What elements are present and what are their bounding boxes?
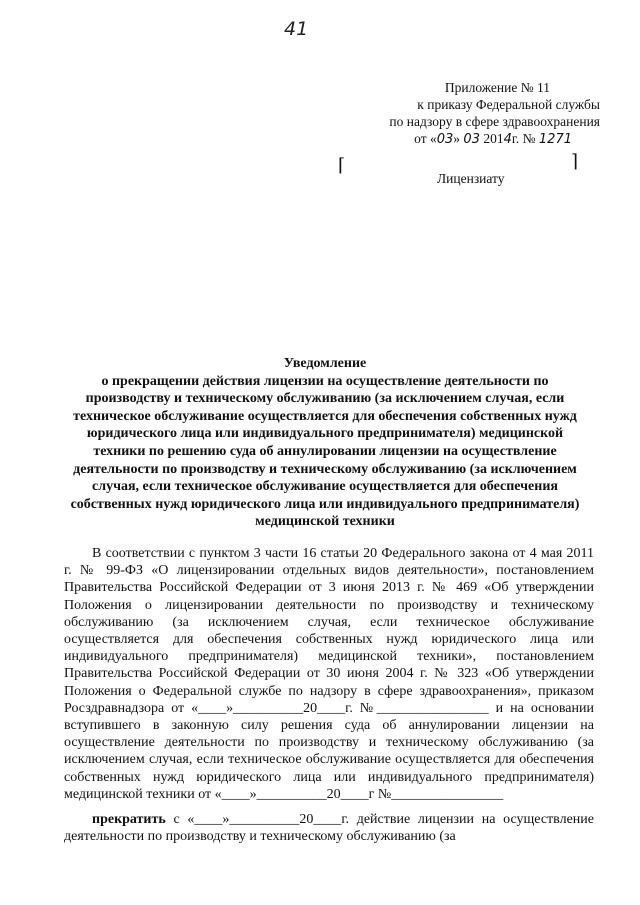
action-word: прекратить [92,812,166,828]
date-g: г. № [511,131,539,146]
address-bracket-right: ⌉ [571,151,579,171]
body-paragraph-basis: В соответствии с пунктом 3 части 16 статьи 20 Федерального закона от 4 мая 2011 г. № 99-ФЗ «О лицензировании отдельных видов деятельности», постановлением Правительства Российской Федерации от 3 июня 2013 г. № 469 «Об утверждении Положения о лицензировании деятельности по производству и техническому обслуживанию (за исключением случая, если техническое обслуживание осуществляется для обеспечения собственных нужд юридического лица или индивидуального предпринимателя) медицинской техники», постановлением Правительства Российской Федерации от 30 июня 2004 г. № 323 «Об утверждении Положения о Федеральной службе по надзору в сфере здравоохранения», приказом Росздравнадзора от «____»__________20____г. №________________ и на основании вступившего в законную силу решения суда об аннулировании лицензии на осуществление деятельности по производству и техническому обслуживанию (за исключением случая, если техническое обслуживание осуществляется для обеспечения собственных нужд юридического лица или индивидуального предпринимателя) медицинской техники от «____»__________20____г №________________ [64,546,594,802]
appendix-agency-line: по надзору в сфере здравоохранения [389,114,600,129]
date-month: 03 [463,132,480,147]
date-prefix: от « [414,131,437,146]
body-paragraph-action [64,811,594,845]
appendix-date-line [0,130,600,148]
notice-title [60,355,590,531]
appendix-order-line: к приказу Федеральной службы [417,97,600,112]
notice-subject: о прекращении действия лицензии на осуществление деятельности по производству и техническому обслуживанию (за исключением случая, если техническое обслуживание осуществляется для обеспечения собственных нужд юридического лица или индивидуального предпринимателя) медицинской техники по решению суда об аннулировании лицензии на осуществление деятельности по производству и техническому обслуживанию (за исключением случая, если техническое обслуживание осуществляется для обеспечения собственных нужд юридического лица или индивидуального предпринимателя) медицинской техники [70,373,580,530]
page-number: 41 [284,18,309,40]
appendix-header [0,79,600,148]
notice-body [64,545,594,845]
appendix-title: Приложение № 11 [444,80,550,95]
licensee-label: Лицензиату [437,171,505,186]
order-number: 1271 [538,132,572,147]
notice-heading: Уведомление [283,356,367,371]
action-rest: с «____»__________20____г. действие лицензии на осуществление деятельности по производству и техническому обслуживанию (за [64,812,594,845]
date-year-suffix: 4 [503,132,512,147]
address-bracket-left: ⌈ [338,155,346,175]
date-day: 03 [436,132,454,147]
date-year-prefix: 201 [479,131,504,146]
date-mid: » [453,131,464,146]
